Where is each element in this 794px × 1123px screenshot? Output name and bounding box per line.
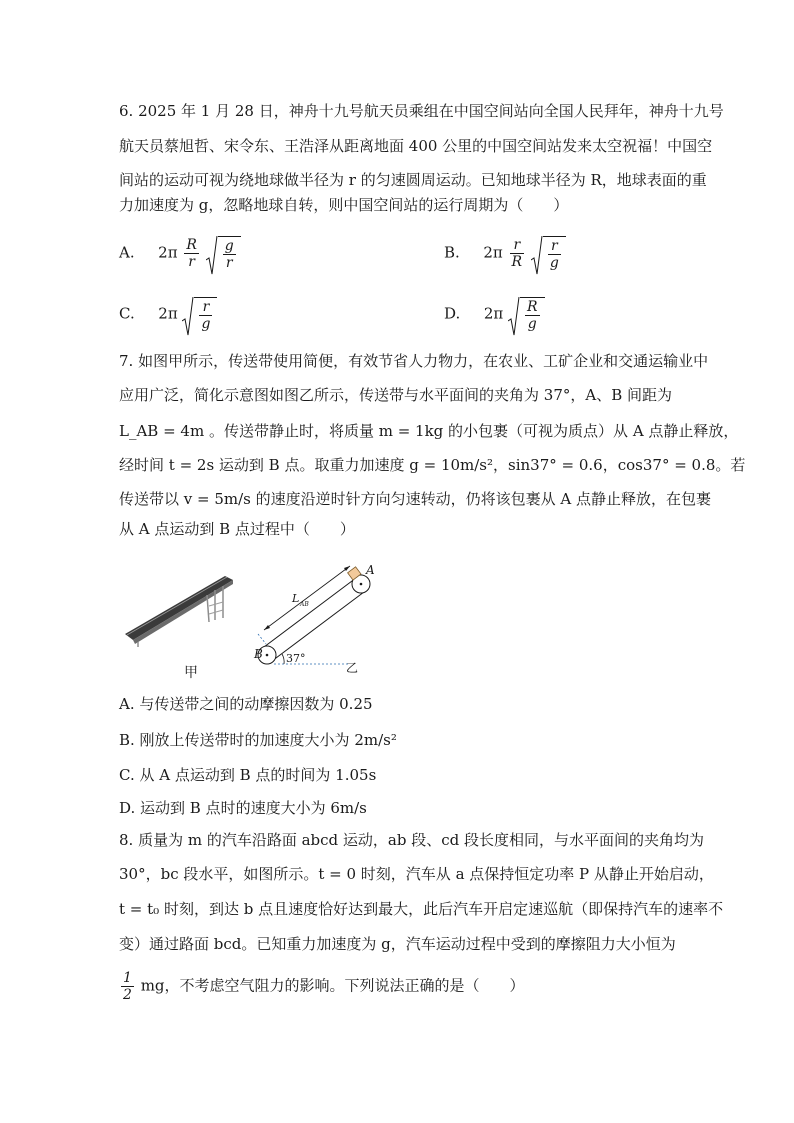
- label-l-sub: AB: [300, 601, 309, 608]
- q6-option-c[interactable]: [119, 297, 217, 332]
- q7-option-b[interactable]: B. 刚放上传送带时的加速度大小为 2m/s²: [119, 731, 397, 749]
- q7-line-1: 7. 如图甲所示，传送带使用简便，有效节省人力物力，在农业、工矿企业和交通运输业中: [119, 352, 709, 370]
- label-b: B: [254, 647, 263, 661]
- label-l: L: [292, 592, 300, 605]
- q7-line-6: 从 A 点运动到 B 点过程中（ ）: [119, 520, 355, 538]
- coefficient: 2π: [158, 243, 178, 262]
- q6-line-1: 6. 2025 年 1 月 28 日，神舟十九号航天员乘组在中国空间站向全国人民拜年，神舟十九号: [119, 102, 724, 120]
- angle-arc: [282, 654, 284, 664]
- coefficient: 2π: [158, 304, 178, 323]
- q6-line-3: 间站的运动可视为绕地球做半径为 r 的匀速圆周运动。已知地球半径为 R，地球表面的重: [119, 171, 707, 189]
- q8-line-2: 30°，bc 段水平，如图所示。t = 0 时刻，汽车从 a 点保持恒定功率 P 从静止开始启动，: [119, 865, 714, 883]
- conveyor-photo: [123, 572, 238, 648]
- support-leg: [207, 595, 209, 622]
- q7-line-4: 经时间 t = 2s 运动到 B 点。取重力加速度 g = 10m/s²，sin37° = 0.6，cos37° = 0.8。若: [119, 456, 746, 474]
- square-root: $\frac{R}{g}$: [508, 297, 545, 332]
- label-a: A: [366, 563, 375, 577]
- q7-option-d[interactable]: D. 运动到 B 点时的速度大小为 6m/s: [119, 799, 367, 817]
- fraction: $\frac{r}{R}$: [511, 237, 523, 270]
- q6-option-a[interactable]: [119, 236, 241, 271]
- q8-line-5-text: mg，不考虑空气阻力的影响。下列说法正确的是（ ）: [140, 976, 525, 995]
- q8-line-3: t = t₀ 时刻，到达 b 点且速度恰好达到最大，此后汽车开启定速巡航（即保持汽车的速率不: [119, 900, 724, 918]
- q6-option-d[interactable]: [444, 297, 545, 332]
- q6-line-2: 航天员蔡旭哲、宋令东、王浩泽从距离地面 400 公里的中国空间站发来太空祝福！中国空: [119, 137, 713, 155]
- coefficient: 2π: [483, 304, 504, 323]
- belt-top-edge: [260, 578, 356, 650]
- conveyor-belt-surface: [125, 576, 233, 640]
- angle-label: 37°: [286, 652, 306, 665]
- q7-line-2: 应用广泛，简化示意图如图乙所示，传送带与水平面间的夹角为 37°，A、B 间距为: [119, 386, 672, 404]
- q8-line-1: 8. 质量为 m 的汽车沿路面 abcd 运动，ab 段、cd 段长度相同，与水平面间的夹角均为: [119, 831, 705, 849]
- square-root: $\frac{r}{g}$: [182, 297, 217, 332]
- q7-option-c[interactable]: C. 从 A 点运动到 B 点的时间为 1.05s: [119, 766, 377, 784]
- figure-label-yi: 乙: [346, 661, 359, 675]
- option-label: A.: [119, 243, 135, 262]
- length-dimension-line: [264, 566, 350, 630]
- incline-diagram: [250, 560, 400, 680]
- figure-label-jia: 甲: [184, 665, 198, 681]
- fraction: $\frac{R}{r}$: [186, 237, 197, 270]
- square-root: $\frac{g}{r}$: [206, 236, 241, 271]
- coefficient: 2π: [483, 243, 503, 262]
- q6-line-4: 力加速度为 g，忽略地球自转，则中国空间站的运行周期为（ ）: [119, 196, 569, 214]
- option-label: C.: [119, 304, 135, 323]
- option-label: D.: [444, 304, 461, 323]
- q6-option-b[interactable]: [444, 236, 566, 271]
- q7-line-5: 传送带以 v = 5m/s 的速度沿逆时针方向匀速转动，仍将该包裹从 A 点静止释放，在包裹: [119, 490, 712, 508]
- q7-option-a[interactable]: A. 与传送带之间的动摩擦因数为 0.25: [119, 695, 373, 713]
- q8-line-5: [119, 970, 525, 1003]
- square-root: $\frac{r}{g}$: [531, 236, 566, 271]
- half-fraction: $\frac{1}{2}$: [123, 970, 132, 1003]
- q7-line-3: L_AB = 4m 。传送带静止时，将质量 m = 1kg 的小包裹（可视为质点）从 A 点静止释放，: [119, 422, 739, 440]
- q8-line-4: 变）通过路面 bcd。已知重力加速度为 g，汽车运动过程中受到的摩擦阻力大小恒为: [119, 935, 676, 953]
- belt-bottom-edge: [268, 592, 364, 664]
- option-label: B.: [444, 243, 460, 262]
- conveyor-belt-side: [133, 580, 233, 644]
